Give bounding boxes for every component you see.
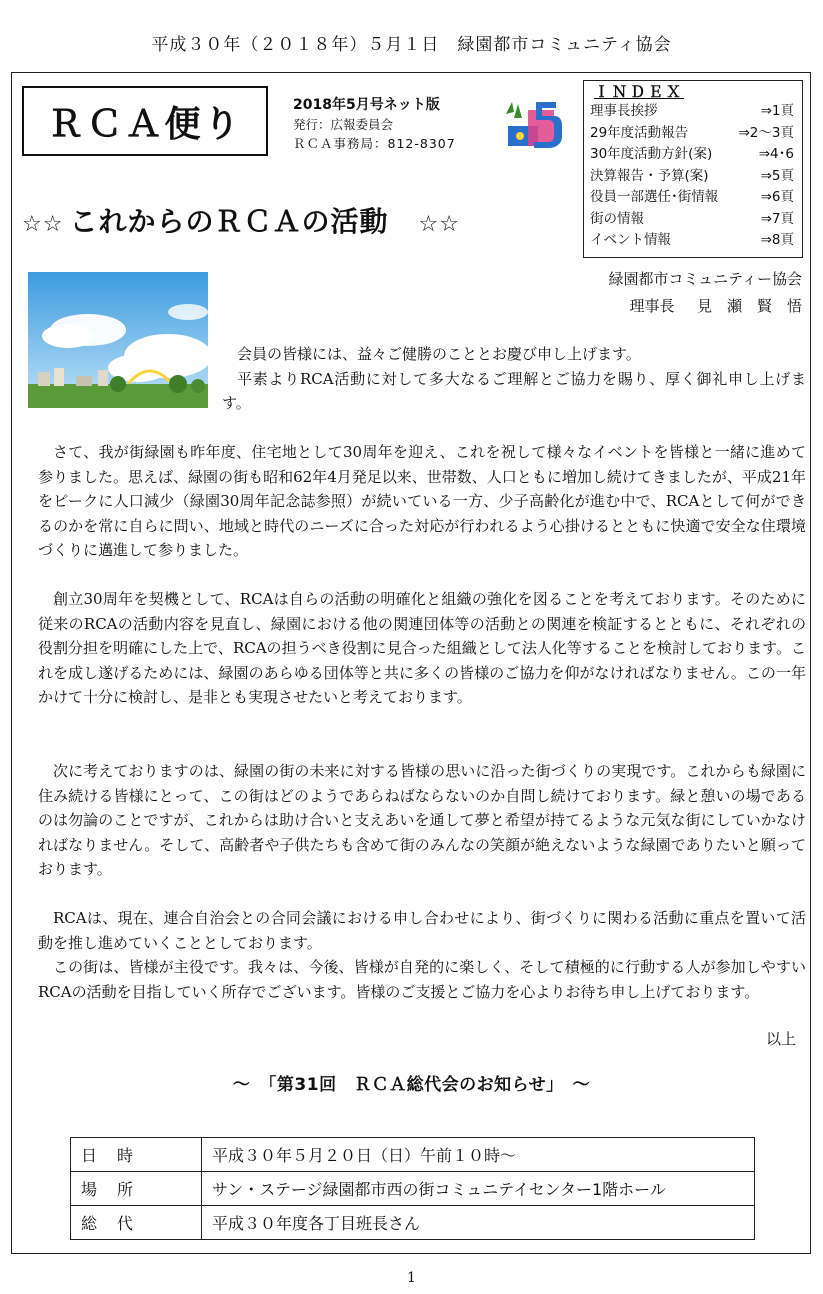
signer-role: 理事長 — [629, 297, 675, 315]
newsletter-logo: ＲＣＡ便り — [22, 86, 268, 156]
table-row — [71, 1206, 755, 1240]
table-row — [71, 1138, 755, 1172]
office-label: ＲＣＡ事務局：812-8307 — [293, 136, 456, 151]
index-item: 決算報告・予算(案) ⇒5頁 — [590, 167, 794, 184]
index-item: 街の情報 ⇒7頁 — [590, 210, 794, 227]
paragraph: 次に考えておりますのは、緑園の街の未来に対する皆様の思いに沿った街づくりの実現です。これからも緑園に住み続ける皆様にとって、この街はどのようであらねばならないのか自問し続けております。緑と憩いの場であるのは勿論のことですが、これからは助け合いと支えあいを通して夢と希望が持てるような元気な街にしていかなければなりません。そして、高齢者や子供たちも含めて街のみんなの笑顔が絶えないような緑園でありたいと願っております。 — [38, 762, 806, 878]
row-label: 総代 — [71, 1206, 202, 1240]
header-date-line: 平成３０年（２０１８年）５月１日 緑園都市コミュニティ協会 — [151, 35, 672, 55]
page-number: 1 — [407, 1270, 416, 1286]
row-value: 平成３０年度各丁目班長さん — [202, 1206, 755, 1240]
star-icon: ☆☆ — [22, 212, 64, 237]
article-title — [22, 200, 460, 240]
organization-name: 緑園都市コミュニティー協会 — [608, 270, 802, 288]
town-sky-illustration — [28, 272, 208, 408]
index-item: 29年度活動報告 ⇒2～3頁 — [590, 124, 794, 141]
paragraph-line: 平素よりRCA活動に対して多大なるご理解とご協力を賜り、厚く御礼申し上げます。 — [222, 369, 806, 412]
index-title: ＩＮＤＥＸ — [594, 83, 685, 101]
closing-mark: 以上 — [765, 1030, 796, 1048]
row-value: 平成３０年５月２０日（日）午前１０時～ — [202, 1138, 755, 1172]
paragraph-line: RCAは、現在、連合自治会との合同会議における申し合わせにより、街づくりに関わる活動に重点を置いて活動を推し進めていくこととしております。 — [38, 909, 806, 952]
signer-name: 見 瀬 賢 悟 — [696, 297, 802, 315]
rca-emblem-icon — [500, 96, 562, 154]
paragraph: 創立30周年を契機として、RCAは自らの活動の明確化と組織の強化を図ることを考えております。そのために従来のRCAの活動内容を見直し、緑園における他の関連団体等の活動との関連を検証するとともに、それぞれの役割分担を明確にした上で、RCAの担うべき役割に見合った組織として法人化等することを検討しております。これを成し遂げるためには、緑園のあらゆる団体等と共に多くの皆様のご協力を仰がなければなりません。この一年かけて十分に検討し、是非とも実現させたいと考えております。 — [38, 590, 806, 706]
edition-label: 2018年5月号ネット版 — [293, 97, 440, 113]
row-label: 場所 — [71, 1172, 202, 1206]
notice-title: ～ 「第31回 ＲＣＡ総代会のお知らせ」 ～ — [232, 1075, 591, 1095]
index-item: イベント情報 ⇒8頁 — [590, 232, 794, 248]
index-item: 理事長挨拶 ⇒1頁 — [590, 103, 794, 119]
paragraph: さて、我が街緑園も昨年度、住宅地として30周年を迎え、これを祝して様々なイベントを皆様と一緒に進めて参りました。思えば、緑園の街も昭和62年4月発足以来、世帯数、人口ともに増加し続けてきましたが、平成21年をピークに人口減少（緑園30周年記念誌参照）が続いている一方、少子高齢化が進む中で、RCAとして何ができるのかを常に自らに問い、地域と時代のニーズに合った対応が行われるよう心掛けるとともに快適で安全な住環境づくりに邁進して参りました。 — [38, 443, 806, 559]
paragraph — [38, 906, 806, 1004]
publisher-label: 発行：広報委員会 — [293, 117, 394, 132]
row-label: 日時 — [71, 1138, 202, 1172]
index-item: 役員一部選任･街情報 ⇒6頁 — [590, 189, 794, 205]
meeting-info-table — [70, 1137, 755, 1240]
star-icon: ☆☆ — [418, 212, 460, 237]
row-value: サン・ステージ緑園都市西の街コミュニテイセンター1階ホール — [202, 1172, 755, 1206]
signer — [560, 295, 802, 316]
index-item: 30年度活動方針(案) ⇒4･6 — [590, 146, 794, 162]
index-box — [583, 80, 803, 258]
paragraph — [222, 342, 806, 416]
table-row — [71, 1172, 755, 1206]
paragraph-line: 会員の皆様には、益々ご健勝のこととお慶び申し上げます。 — [237, 345, 641, 363]
article-title-text: これからのＲＣＡの活動 — [69, 205, 389, 238]
paragraph-line: この街は、皆様が主役です。我々は、今後、皆様が自発的に楽しく、そして積極的に行動する人が参加しやすいRCAの活動を目指していく所存でございます。皆様のご支援とご協力を心よりお待ち申し上げております。 — [38, 958, 806, 1001]
